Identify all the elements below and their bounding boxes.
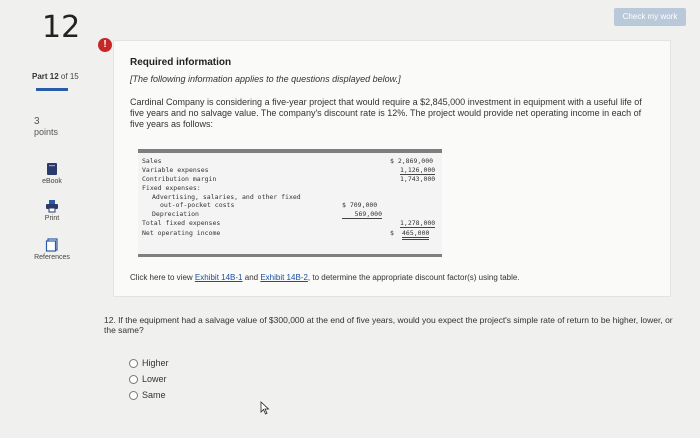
row-fixed-label: Fixed expenses: [142,184,201,192]
ebook-label: eBook [42,178,62,185]
exhibit-links-line [130,273,520,282]
option-higher[interactable] [129,355,169,371]
links-prefix: Click here to view [130,273,195,282]
mouse-cursor-icon [260,401,270,415]
question-number: 12 [42,10,81,45]
row-variable-value: 1,126,000 [400,166,436,174]
ebook-button[interactable] [28,162,76,185]
option-same[interactable] [129,387,169,403]
question-text: 12. If the equipment had a salvage value of $300,000 at the end of five years, would you expect the project's simple rate of return to be higher, lower, or the same? [104,315,673,335]
row-depreciation-label: Depreciation [152,210,199,218]
table-header-bar [138,149,442,153]
row-depreciation-value: 569,000 [342,210,382,219]
row-advertising-value: $ 709,000 [342,201,378,209]
print-button[interactable] [28,199,76,222]
links-middle: and [242,273,261,282]
exhibit-14b-1-link[interactable]: Exhibit 14B-1 [194,273,243,282]
row-total-fixed-value: 1,278,000 [400,219,436,227]
ebook-icon [45,162,59,176]
row-noi-value: 465,000 [402,229,429,240]
part-indicator [32,72,79,81]
answer-options [129,355,169,403]
required-info-title: Required information [130,57,232,68]
part-total: of 15 [60,72,79,81]
income-statement-table [138,149,442,257]
required-info-body: Cardinal Company is considering a five-year project that would require a $2,845,000 investment in equipment with a useful life of five years and no salvage value. The company's discount rate is 12%. The project would provide net operating income in each of five years as follows: [130,97,642,129]
option-lower[interactable] [129,371,169,387]
option-lower-label: Lower [142,374,167,384]
points-label: points [34,127,59,137]
option-same-label: Same [142,390,166,400]
points-value: 3 [34,116,40,127]
points-indicator [34,116,58,138]
row-contribution-value: 1,743,000 [400,175,436,183]
print-icon [45,199,59,213]
row-advertising-label-2: out-of-pocket costs [160,201,235,209]
row-noi-dollar: $ [390,229,394,237]
references-button[interactable] [28,238,76,261]
required-information-box [113,40,671,297]
exhibit-14b-2-link[interactable]: Exhibit 14B-2 [260,273,308,282]
row-noi-label: Net operating income [142,229,221,237]
radio-same[interactable] [129,391,138,400]
alert-icon: ! [98,38,112,52]
option-higher-label: Higher [142,358,169,368]
links-suffix: , to determine the appropriate discount factor(s) using table. [307,273,520,282]
row-total-fixed-label: Total fixed expenses [142,219,221,227]
print-label: Print [44,215,60,222]
references-label: References [34,254,70,261]
row-variable-label: Variable expenses [142,166,209,174]
row-contribution-label: Contribution margin [142,175,217,183]
row-sales-label: Sales [142,157,162,165]
references-icon [45,238,59,252]
part-label: Part 12 [32,72,59,81]
required-info-subtitle: [The following information applies to the questions displayed below.] [130,74,401,84]
check-my-work-button[interactable]: Check my work [614,8,686,26]
radio-higher[interactable] [129,359,138,368]
radio-lower[interactable] [129,375,138,384]
table-footer-bar [138,254,442,257]
row-sales-value: $ 2,869,000 [390,157,434,165]
part-progress-bar [36,88,68,91]
row-advertising-label: Advertising, salaries, and other fixed [152,193,301,201]
